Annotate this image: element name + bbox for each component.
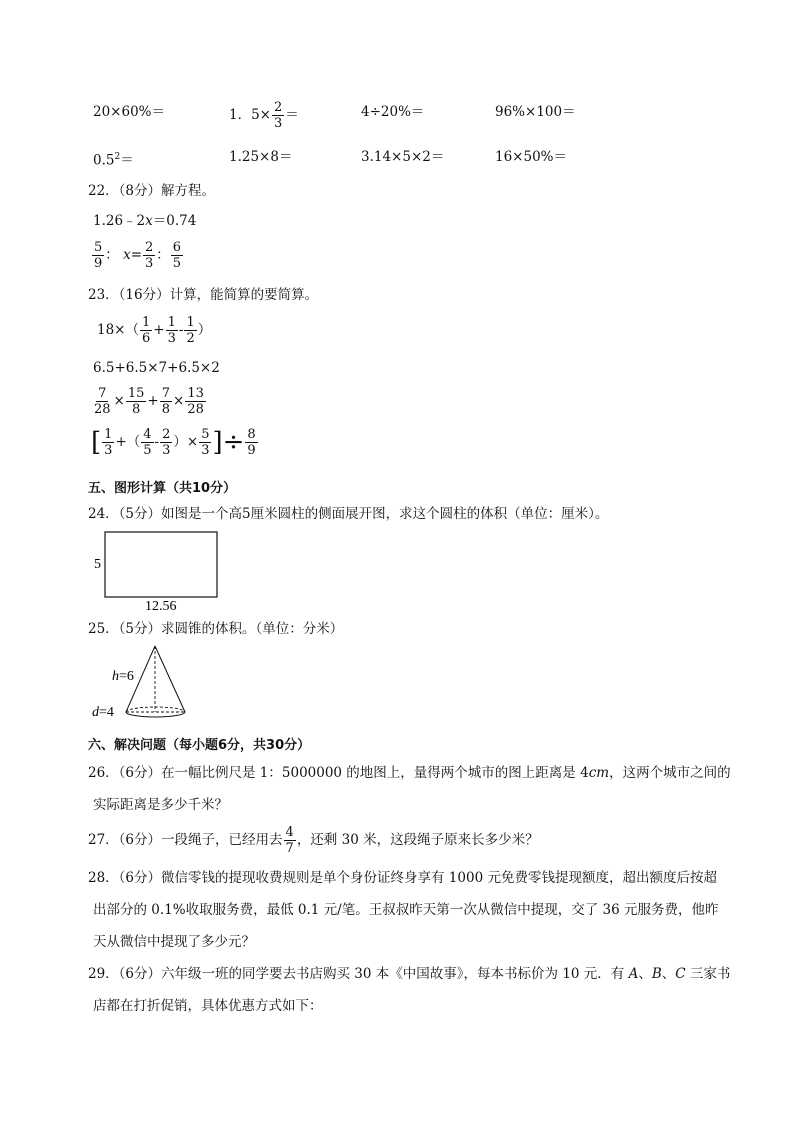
equation-1 xyxy=(93,213,196,229)
calc-item-8 xyxy=(495,149,567,165)
denominator: 9 xyxy=(247,443,256,458)
calc-text: 1.25×8＝ xyxy=(229,149,293,165)
calc-text: ＝ xyxy=(120,152,134,169)
calc-item-7 xyxy=(361,149,444,165)
cylinder-net-figure xyxy=(88,528,228,612)
question-29-line1 xyxy=(88,966,730,982)
store-c: C xyxy=(675,966,686,982)
numerator: 2 xyxy=(162,427,171,442)
calc-item-5 xyxy=(93,149,134,169)
q-text: 29．（6分）六年级一班的同学要去书店购买 30 本《中国故事》，每本书标价为 10 元．有 xyxy=(88,966,629,982)
calc-text: 96%×100＝ xyxy=(495,104,576,120)
numerator: 4 xyxy=(143,427,152,442)
question-27 xyxy=(88,825,539,856)
section-5-heading: 五、图形计算（共10分） xyxy=(88,481,237,496)
denominator: 5 xyxy=(172,256,182,271)
unit: cm xyxy=(588,765,610,781)
denominator: 7 xyxy=(285,841,294,856)
numerator: 8 xyxy=(247,427,256,442)
q-text: ，这两个城市之间的 xyxy=(609,765,731,781)
height-label xyxy=(112,669,134,684)
expr-text: × xyxy=(173,393,185,409)
denominator: 3 xyxy=(201,443,210,458)
eq-text: ： xyxy=(156,247,170,263)
expression-1 xyxy=(97,315,211,346)
bracket: ]÷ xyxy=(212,427,245,458)
h-variable: h xyxy=(112,669,119,684)
question-26-line1 xyxy=(88,765,731,781)
q-text: 三家书 xyxy=(685,966,731,982)
cone-right-edge xyxy=(155,646,185,712)
fraction xyxy=(199,427,211,458)
eq-var: x xyxy=(145,213,153,229)
expr-text: × xyxy=(113,393,125,409)
fraction xyxy=(284,825,296,856)
numerator: 5 xyxy=(94,240,103,255)
calc-item-3 xyxy=(361,104,424,120)
fraction xyxy=(245,427,257,458)
numerator: 1 xyxy=(186,315,195,330)
numerator: 7 xyxy=(98,386,107,401)
q-text: 26．（6分）在一幅比例尺是 1：5000000 的地图上，量得两个城市的图上距离是 4 xyxy=(88,765,589,781)
bracket: [ xyxy=(91,427,102,458)
fraction xyxy=(92,386,113,417)
question-26-line2: 实际距离是多少千米？ xyxy=(93,797,228,813)
question-22-title: 22．（8分）解方程。 xyxy=(88,183,216,199)
question-25-title: 25．（5分）求圆锥的体积。（单位：分米） xyxy=(88,621,344,637)
d-value: =4 xyxy=(99,705,114,720)
fraction xyxy=(272,100,284,131)
expression-2: 6.5+6.5×7+6.5×2 xyxy=(93,360,220,376)
calc-item-2 xyxy=(229,100,299,131)
eq-text: ： xyxy=(105,247,119,263)
expr-text: + xyxy=(153,322,165,338)
calc-item-1 xyxy=(93,104,165,120)
calc-text: 4÷20%＝ xyxy=(361,104,425,120)
denominator: 3 xyxy=(104,443,113,458)
denominator: 3 xyxy=(162,443,171,458)
cone-figure xyxy=(88,643,198,723)
fraction xyxy=(160,386,172,417)
question-29-line2: 店都在打折促销，具体优惠方式如下： xyxy=(93,998,323,1014)
question-24-title: 24．（5分）如图是一个高5厘米圆柱的侧面展开图，求这个圆柱的体积（单位：厘米）。 xyxy=(88,506,609,522)
exponent: 2 xyxy=(114,152,121,162)
fraction xyxy=(102,427,114,458)
denominator: 6 xyxy=(142,331,151,346)
eq-text: 1.26﹣2 xyxy=(93,213,146,229)
fraction xyxy=(166,315,178,346)
expression-3 xyxy=(91,386,207,417)
fraction xyxy=(184,315,196,346)
expression-4 xyxy=(91,427,259,458)
denominator: 8 xyxy=(131,402,141,417)
expr-text: - xyxy=(154,434,160,450)
question-28-line3: 天从微信中提现了多少元？ xyxy=(93,934,255,950)
equation-2 xyxy=(91,240,184,271)
expr-text: - xyxy=(178,322,184,338)
fraction xyxy=(171,240,183,271)
expr-text: ） xyxy=(197,322,212,338)
cone-base-front xyxy=(126,712,185,717)
section-6-heading: 六、解决问题（每小题6分，共30分） xyxy=(88,738,311,753)
numerator: 4 xyxy=(285,825,294,840)
denominator: 28 xyxy=(94,402,111,417)
calc-text: 0.5 xyxy=(93,152,115,169)
cone-base-back xyxy=(126,707,185,712)
fraction xyxy=(140,315,152,346)
expr-text: +（ xyxy=(115,434,141,450)
calc-text: 1．5× xyxy=(229,107,271,123)
eq-text: = xyxy=(130,247,143,263)
expr-text: ）× xyxy=(173,434,199,450)
q-text: 、 xyxy=(661,966,676,982)
denominator: 28 xyxy=(187,402,204,417)
denominator: 2 xyxy=(186,331,195,346)
denominator: 5 xyxy=(143,443,152,458)
denominator: 8 xyxy=(161,402,170,417)
numerator: 2 xyxy=(274,100,283,115)
denominator: 3 xyxy=(274,116,283,131)
numerator: 2 xyxy=(145,240,154,255)
fraction xyxy=(92,240,104,271)
numerator: 1 xyxy=(104,427,113,442)
question-23-title: 23．（16分）计算，能简算的要简算。 xyxy=(88,287,319,303)
width-label: 12.56 xyxy=(145,599,177,612)
question-28-line2: 出部分的 0.1%收取服务费，最低 0.1 元/笔。王叔叔昨天第一次从微信中提现，交了 36 元服务费，他昨 xyxy=(93,902,719,918)
height-label: 5 xyxy=(94,557,101,572)
numerator: 7 xyxy=(161,386,170,401)
expr-text: 18×（ xyxy=(97,322,139,338)
numerator: 6 xyxy=(172,240,182,255)
rectangle-shape xyxy=(105,532,217,597)
numerator: 1 xyxy=(167,315,176,330)
calc-text: 20×60%＝ xyxy=(93,104,165,120)
q-text: 、 xyxy=(638,966,652,982)
calc-text: 3.14×5×2＝ xyxy=(361,149,445,165)
fraction xyxy=(160,427,172,458)
diameter-label xyxy=(92,705,114,720)
denominator: 9 xyxy=(94,256,103,271)
numerator: 1 xyxy=(142,315,151,330)
expr-text: + xyxy=(147,393,159,409)
q-text: 27．（6分）一段绳子，已经用去 xyxy=(88,832,283,848)
eq-text: ＝0.74 xyxy=(152,213,197,229)
calc-item-4 xyxy=(495,104,576,120)
numerator: 15 xyxy=(127,386,145,401)
numerator: 5 xyxy=(201,427,210,442)
fraction xyxy=(126,386,147,417)
numerator: 13 xyxy=(187,386,204,401)
eq-var: x xyxy=(123,247,131,263)
question-28-line1: 28．（6分）微信零钱的提现收费规则是单个身份证终身享有 1000 元免费零钱提现额度，超出额度后按超 xyxy=(88,870,717,886)
calc-text: 16×50%＝ xyxy=(495,149,567,165)
fraction xyxy=(185,386,206,417)
store-b: B xyxy=(651,966,662,982)
fraction xyxy=(141,427,153,458)
denominator: 3 xyxy=(145,256,154,271)
fraction xyxy=(143,240,155,271)
q-text: ，还剩 30 米，这段绳子原来长多少米？ xyxy=(296,832,539,848)
d-variable: d xyxy=(92,705,99,720)
store-a: A xyxy=(628,966,639,982)
h-value: =6 xyxy=(119,669,134,684)
calc-item-6 xyxy=(229,149,292,165)
denominator: 3 xyxy=(167,331,176,346)
calc-text: ＝ xyxy=(285,107,299,123)
